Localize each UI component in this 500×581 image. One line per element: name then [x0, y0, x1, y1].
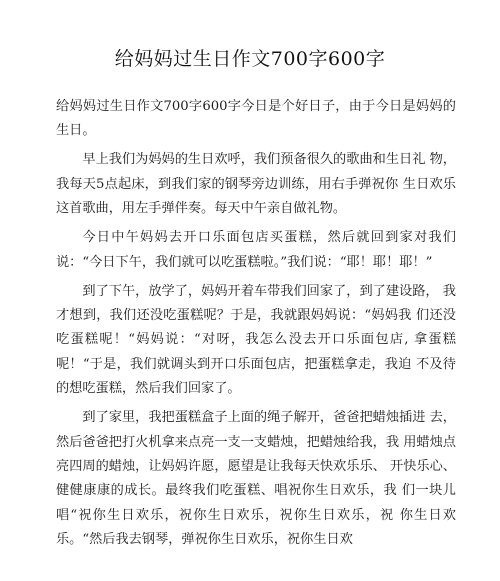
paragraph-afternoon-bakery: 到了下午，放学了，妈妈开着车带我们回家了，到了建设路， 我才想到，我们还没吃蛋糕呢？于是，我就跟妈妈说：“妈妈我 们还没吃蛋糕呢！“妈妈说：“对呀，我怎么没去开口乐面包店, 拿蛋糕呢！“于是，我们就调头到开口乐面包店，把蛋糕拿走，我迫 不及待的想吃蛋糕，然后我们回家了。: [56, 283, 456, 397]
document-body: [56, 95, 456, 557]
paragraph-intro: 给妈妈过生日作文700字600字今日是个好日子，由于今日是妈妈的生日。: [56, 99, 456, 139]
paragraph-morning-preparation: 早上我们为妈妈的生日欢呼，我们预备很久的歌曲和生日礼 物，我每天5点起床，到我们家的钢琴旁边训练，用右手弹祝你 生日欢乐这首歌曲，用左手弹伴奏。每天中午亲自做礼物。: [56, 152, 456, 217]
paragraph-noon-cake: 今日中午妈妈去开口乐面包店买蛋糕，然后就回到家对我们 说：“今日下午，我们就可以吃蛋糕啦。”我们说：“耶！耶！耶！”: [56, 230, 456, 270]
document-title: 给妈妈过生日作文700字600字: [114, 48, 386, 70]
paragraph-home-celebration: 到了家里，我把蛋糕盒子上面的绳子解开，爸爸把蜡烛插进 去，然后爸爸把打火机拿来点亮一支一支蜡烛，把蜡烛给我，我 用蜡烛点亮四周的蜡烛，让妈妈许愿，愿望是让我每天快欢乐乐、 开快乐心、健健康康的成长。最终我们吃蛋糕、唱祝你生日欢乐，我 们一块儿唱“祝你生日欢乐，祝你生日欢乐，祝你生日欢乐，祝 你生日欢乐。“然后我去钢琴，弹祝你生日欢乐，祝你生日欢: [56, 410, 456, 548]
